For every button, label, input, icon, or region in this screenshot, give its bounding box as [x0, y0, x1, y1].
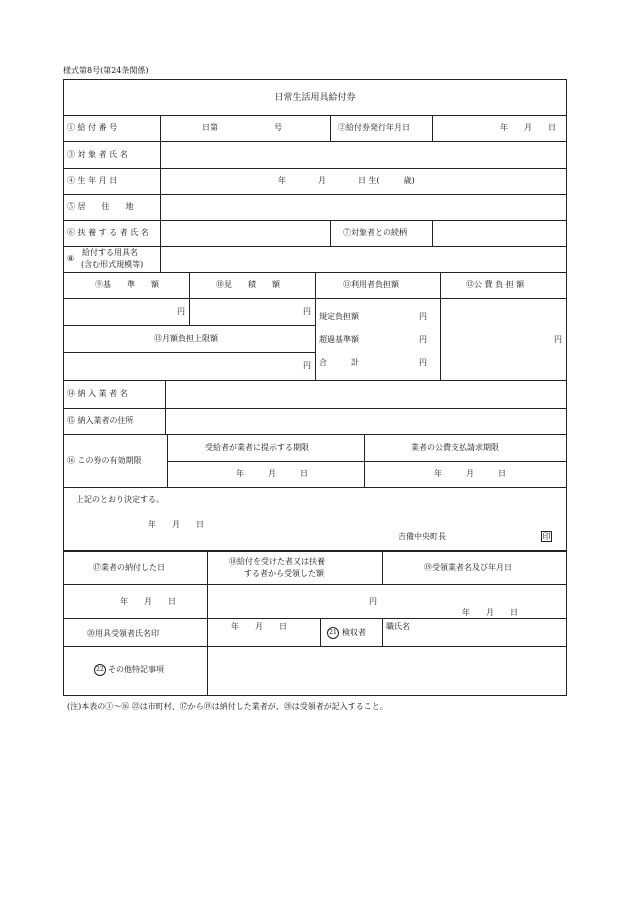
official-name-label: 職氏名: [386, 622, 410, 631]
birth-date-value: 年 月 日 生( 歳): [278, 176, 415, 185]
equipment-num: ⑧: [67, 254, 75, 263]
issue-date-value: 年 月 日: [500, 123, 556, 132]
form-title: 日常生活用具給付券: [274, 93, 356, 103]
prescribed-burden-label: 規定負担額: [319, 312, 359, 321]
decision-date: 年 月 日: [148, 520, 204, 529]
benefit-number-label: ① 給 付 番 号: [67, 123, 118, 132]
user-burden-header: ⑪利用者負担額: [343, 280, 399, 289]
validity-label: ⑯ この券の有効期限: [67, 456, 142, 465]
claim-deadline-header: 業者の公費支払請求期限: [411, 443, 499, 452]
receiving-supplier-header: ⑲受領業者名及び年月日: [424, 563, 512, 572]
footnote: (注)本表の①～⑯ ㉒は市町村、⑰から⑲は納付した業者が、⑳は受領者が記入すること。: [67, 702, 388, 711]
delivery-date-header: ⑰業者の納付した日: [93, 563, 165, 572]
monthly-cap-label: ⑬月額負担上限額: [154, 334, 218, 343]
estimate-amount-yen: 円: [303, 307, 311, 316]
inspector-circle-num: 21: [327, 627, 339, 639]
standard-amount-yen: 円: [177, 307, 185, 316]
issue-date-label: ②給付券発行年月日: [338, 123, 410, 132]
inspector-label: 検収者: [342, 628, 366, 637]
equipment-label-2: (含む形式規模等): [81, 260, 144, 269]
form-label: 様式第8号(第24条関係): [63, 66, 149, 75]
supplier-address-label: ⑮ 納入業者の住所: [67, 416, 134, 425]
supplier-name-label: ⑭ 納 入 業 者 名: [67, 389, 128, 398]
prescribed-burden-yen: 円: [419, 312, 427, 321]
seal-mark: 印: [542, 532, 551, 541]
equipment-label-1: 給付する用具名: [82, 248, 138, 257]
total-yen: 円: [419, 358, 427, 367]
receiver-date-value: 年 月 日: [231, 622, 287, 631]
delivery-date-value: 年 月 日: [120, 597, 176, 606]
public-burden-header: ⑫公 費 負 担 額: [466, 280, 525, 289]
mayor-name: 吉備中央町長: [398, 532, 446, 541]
receiving-date-value: 年 月 日: [462, 608, 518, 617]
remarks-label: その他特記事項: [108, 665, 164, 674]
total-label: 合 計: [319, 358, 359, 367]
excess-amount-label: 超過基準額: [319, 335, 359, 344]
equipment-receiver-label: ⑳用具受領者氏名印: [87, 629, 159, 638]
guardian-name-label: ⑥ 扶 養 す る 者 氏 名: [67, 228, 149, 237]
received-amount-header-1: ⑱給付を受けた者又は扶養: [229, 557, 325, 566]
estimate-amount-header: ⑩見 積 額: [216, 280, 280, 289]
standard-amount-header: ⑨基 準 額: [95, 280, 159, 289]
received-amount-yen: 円: [369, 597, 377, 606]
excess-amount-yen: 円: [419, 335, 427, 344]
decision-text: 上記のとおり決定する。: [76, 495, 164, 504]
present-deadline-date: 年 月 日: [236, 469, 308, 478]
benefit-number-value: 日第 号: [202, 123, 282, 132]
public-burden-yen: 円: [554, 335, 562, 344]
target-name-label: ③ 対 象 者 氏 名: [67, 150, 128, 159]
relationship-label: ⑦対象者との続柄: [343, 228, 407, 237]
claim-deadline-date: 年 月 日: [434, 469, 506, 478]
present-deadline-header: 受給者が業者に提示する期限: [205, 443, 309, 452]
remarks-circle-num: 22: [94, 664, 106, 676]
residence-label: ⑤ 居 住 地: [67, 202, 134, 211]
birth-date-label: ④ 生 年 月 日: [67, 176, 118, 185]
received-amount-header-2: する者から受領した額: [244, 569, 324, 578]
monthly-cap-yen: 円: [303, 361, 311, 370]
